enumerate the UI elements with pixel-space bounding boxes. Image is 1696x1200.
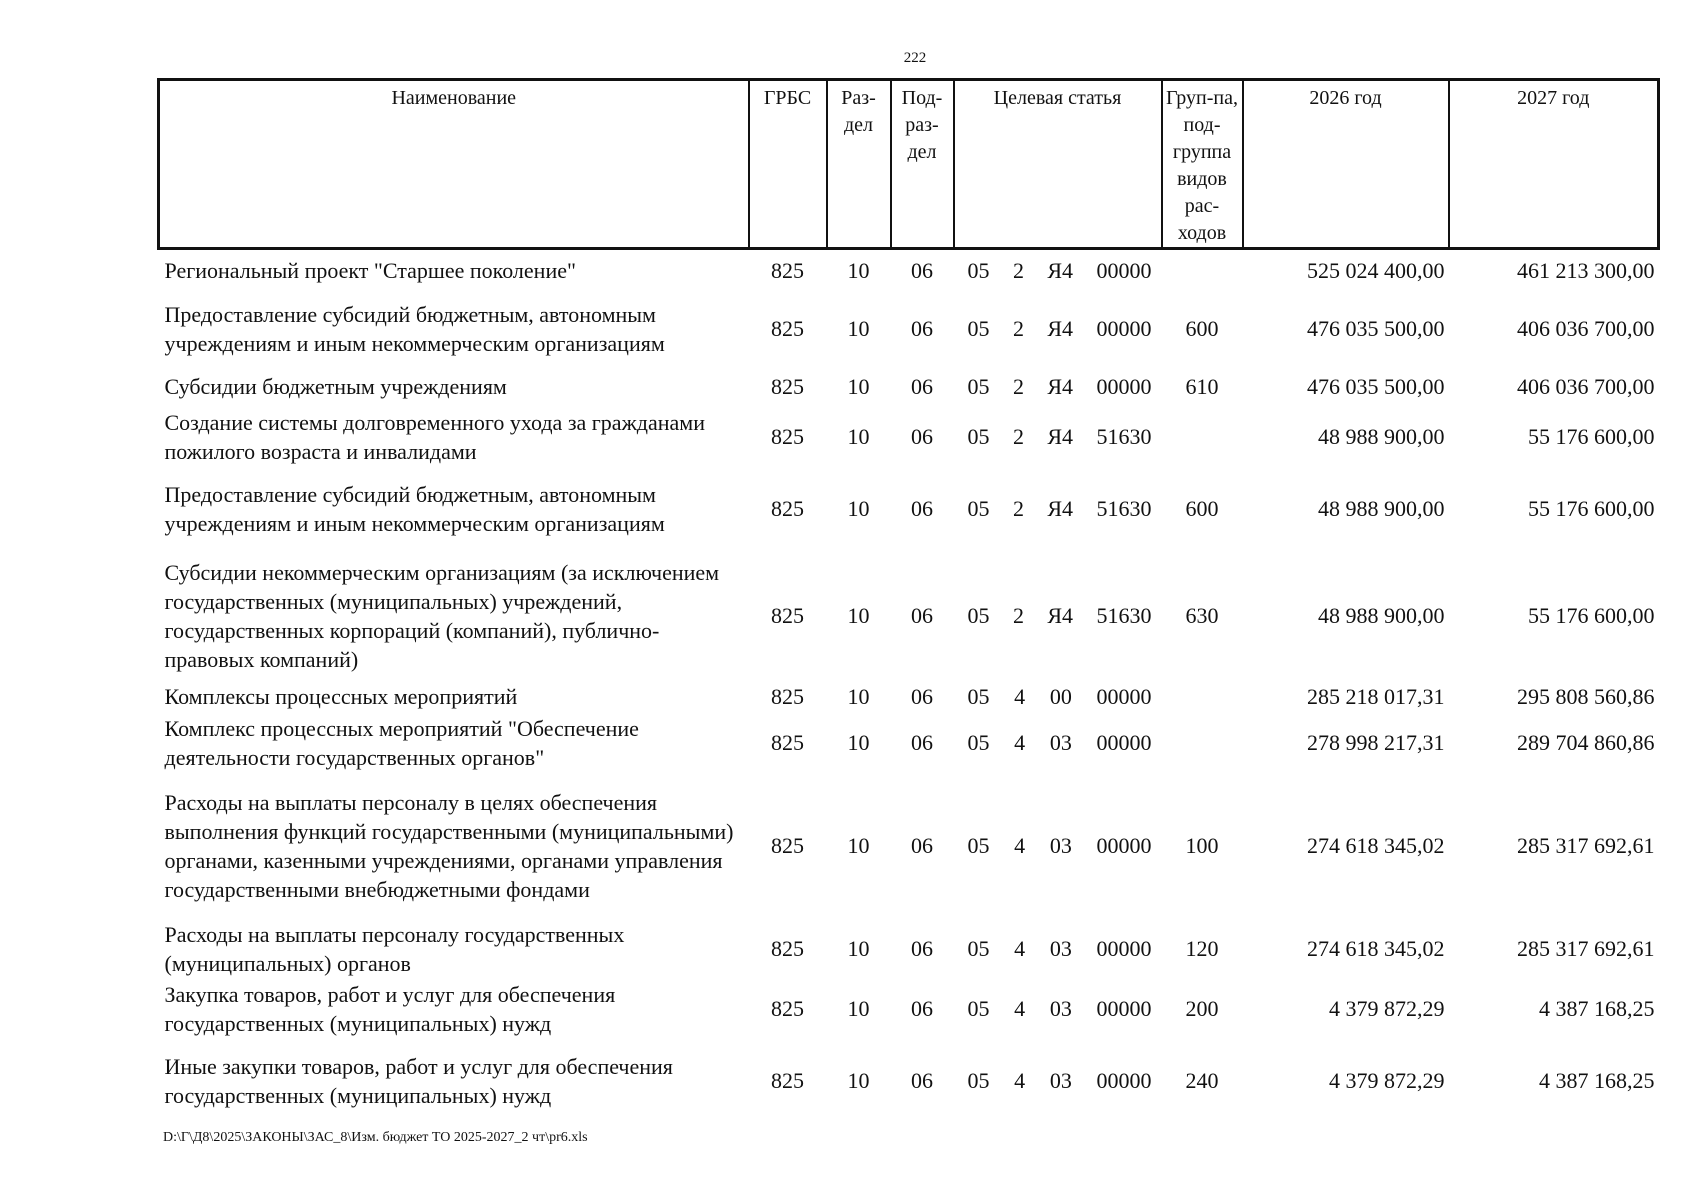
row-podrazdel: 06 <box>911 374 933 399</box>
cs-project: Я4 <box>1047 496 1074 521</box>
cs-program: 05 <box>967 424 990 449</box>
row-podrazdel: 06 <box>911 833 933 858</box>
cs-project: Я4 <box>1047 374 1074 399</box>
row-celevaya <box>954 1039 1162 1123</box>
table-row <box>159 551 1659 681</box>
row-gruppa: 200 <box>1185 996 1219 1021</box>
row-gruppa <box>1162 713 1243 773</box>
header-razdel: Раз-дел <box>827 80 891 249</box>
row-grbs: 825 <box>771 1068 804 1093</box>
cs-direction: 00000 <box>1096 316 1152 341</box>
cs-program: 05 <box>967 374 990 399</box>
row-gruppa: 600 <box>1185 316 1219 341</box>
row-razdel: 10 <box>847 316 870 341</box>
cs-program: 05 <box>967 1068 990 1093</box>
row-razdel: 10 <box>847 424 870 449</box>
row-2026: 4 379 872,29 <box>1329 996 1445 1021</box>
table-row <box>159 919 1659 979</box>
cs-type: 4 <box>1014 1068 1026 1093</box>
row-razdel: 10 <box>847 374 870 399</box>
row-podrazdel: 06 <box>911 424 933 449</box>
row-2026: 476 035 500,00 <box>1307 374 1445 399</box>
budget-table <box>157 78 1660 1123</box>
row-razdel: 10 <box>847 496 870 521</box>
cs-type: 2 <box>1012 316 1024 341</box>
row-gruppa: 600 <box>1185 496 1219 521</box>
table-row <box>159 681 1659 713</box>
row-name: Предоставление субсидий бюджетным, автономным учреждениям и иным некоммерческим организациям <box>164 301 665 356</box>
row-grbs: 825 <box>771 257 804 283</box>
row-2026: 274 618 345,02 <box>1307 833 1445 858</box>
cs-type: 4 <box>1014 684 1026 709</box>
row-name: Расходы на выплаты персоналу в целях обеспечения выполнения функций государственными (муниципальными) органами, казенными учреждениями, органами управления государственными внебюджетными фондами <box>164 789 734 902</box>
row-name: Закупка товаров, работ и услуг для обеспечения государственных (муниципальных) нужд <box>164 981 616 1036</box>
row-name: Субсидии некоммерческим организациям (за исключением государственных (муниципальных) учреждений, государственных корпораций (компаний), публично-правовых компаний) <box>164 559 720 672</box>
cs-project: Я4 <box>1047 424 1074 449</box>
row-name: Комплекс процессных мероприятий "Обеспечение деятельности государственных органов" <box>164 715 639 770</box>
cs-type: 2 <box>1012 257 1024 283</box>
row-2027: 289 704 860,86 <box>1517 730 1655 755</box>
table-row <box>159 367 1659 407</box>
row-razdel: 10 <box>847 936 870 961</box>
cs-program: 05 <box>967 316 990 341</box>
row-2027: 406 036 700,00 <box>1517 316 1655 341</box>
cs-direction: 00000 <box>1096 833 1152 858</box>
table-row <box>159 291 1659 367</box>
row-2026: 476 035 500,00 <box>1307 316 1445 341</box>
cs-direction: 00000 <box>1096 374 1152 399</box>
row-gruppa: 630 <box>1185 603 1219 628</box>
file-path-footer: D:\Г\Д8\2025\ЗАКОНЫ\ЗАС_8\Изм. бюджет ТО 2025-2027_2 чт\pr6.xls <box>163 1130 588 1145</box>
row-podrazdel: 06 <box>911 936 933 961</box>
row-grbs: 825 <box>771 730 804 755</box>
row-2027: 461 213 300,00 <box>1517 257 1655 283</box>
header-2027: 2027 год <box>1449 80 1659 249</box>
row-razdel: 10 <box>847 603 870 628</box>
row-razdel: 10 <box>847 833 870 858</box>
cs-direction: 00000 <box>1096 257 1152 283</box>
row-2026: 525 024 400,00 <box>1307 257 1445 283</box>
cs-type: 2 <box>1012 374 1024 399</box>
cs-type: 4 <box>1014 996 1026 1021</box>
cs-program: 05 <box>967 730 990 755</box>
row-podrazdel: 06 <box>911 316 933 341</box>
row-celevaya <box>954 407 1162 467</box>
row-grbs: 825 <box>771 684 804 709</box>
cs-project: 03 <box>1049 936 1072 961</box>
cs-project: 03 <box>1049 1068 1072 1093</box>
row-podrazdel: 06 <box>911 996 933 1021</box>
table-row <box>159 1039 1659 1123</box>
row-name: Создание системы долговременного ухода за гражданами пожилого возраста и инвалидами <box>164 409 705 464</box>
row-2027: 295 808 560,86 <box>1517 684 1655 709</box>
row-2027: 406 036 700,00 <box>1517 374 1655 399</box>
row-celevaya <box>954 979 1162 1039</box>
row-celevaya <box>954 291 1162 367</box>
header-name: Наименование <box>159 80 749 249</box>
row-gruppa: 120 <box>1185 936 1219 961</box>
header-2026: 2026 год <box>1243 80 1449 249</box>
row-gruppa: 240 <box>1185 1068 1219 1093</box>
row-grbs: 825 <box>771 936 804 961</box>
cs-direction: 51630 <box>1096 603 1152 628</box>
cs-project: 03 <box>1049 730 1072 755</box>
row-2027: 55 176 600,00 <box>1528 603 1655 628</box>
header-podrazdel: Под-раз-дел <box>891 80 954 249</box>
row-podrazdel: 06 <box>911 684 933 709</box>
cs-type: 2 <box>1012 496 1024 521</box>
row-celevaya <box>954 551 1162 681</box>
row-2026: 4 379 872,29 <box>1329 1068 1445 1093</box>
cs-type: 4 <box>1014 730 1026 755</box>
row-grbs: 825 <box>771 603 804 628</box>
row-razdel: 10 <box>847 257 870 283</box>
table-row <box>159 467 1659 551</box>
cs-project: Я4 <box>1047 603 1074 628</box>
cs-program: 05 <box>967 936 990 961</box>
cs-program: 05 <box>967 257 990 283</box>
row-podrazdel: 06 <box>911 257 933 283</box>
row-podrazdel: 06 <box>911 1068 933 1093</box>
cs-direction: 00000 <box>1096 1068 1152 1093</box>
row-podrazdel: 06 <box>911 496 933 521</box>
row-2026: 274 618 345,02 <box>1307 936 1445 961</box>
row-celevaya <box>954 681 1162 713</box>
table-row <box>159 773 1659 919</box>
row-2026: 48 988 900,00 <box>1318 424 1445 449</box>
row-podrazdel: 06 <box>911 603 933 628</box>
budget-table-wrapper <box>157 78 1657 1123</box>
cs-direction: 51630 <box>1096 496 1152 521</box>
row-grbs: 825 <box>771 833 804 858</box>
row-grbs: 825 <box>771 374 804 399</box>
row-2027: 4 387 168,25 <box>1539 1068 1655 1093</box>
table-row <box>159 249 1659 291</box>
row-name: Предоставление субсидий бюджетным, автономным учреждениям и иным некоммерческим организациям <box>164 481 665 536</box>
header-gruppa: Груп-па, под-группа видов рас-ходов <box>1162 80 1243 249</box>
row-celevaya <box>954 919 1162 979</box>
cs-direction: 00000 <box>1096 730 1152 755</box>
cs-type: 4 <box>1014 936 1026 961</box>
row-2026: 48 988 900,00 <box>1318 496 1445 521</box>
cs-project: 03 <box>1049 833 1072 858</box>
row-grbs: 825 <box>771 996 804 1021</box>
row-name: Комплексы процессных мероприятий <box>164 684 518 709</box>
row-2027: 55 176 600,00 <box>1528 496 1655 521</box>
row-razdel: 10 <box>847 730 870 755</box>
row-razdel: 10 <box>847 1068 870 1093</box>
row-grbs: 825 <box>771 316 804 341</box>
row-celevaya <box>954 773 1162 919</box>
row-gruppa <box>1162 249 1243 291</box>
row-2027: 285 317 692,61 <box>1517 936 1655 961</box>
table-row <box>159 407 1659 467</box>
cs-program: 05 <box>967 996 990 1021</box>
row-podrazdel: 06 <box>911 730 933 755</box>
cs-project: 03 <box>1049 996 1072 1021</box>
row-celevaya <box>954 249 1162 291</box>
cs-type: 2 <box>1012 603 1024 628</box>
row-2027: 285 317 692,61 <box>1517 833 1655 858</box>
table-header <box>159 80 1659 249</box>
row-name: Региональный проект "Старшее поколение" <box>164 257 576 283</box>
cs-program: 05 <box>967 833 990 858</box>
table-row <box>159 979 1659 1039</box>
page-number: 222 <box>903 50 927 66</box>
row-razdel: 10 <box>847 996 870 1021</box>
table-body <box>159 249 1659 1123</box>
cs-project: Я4 <box>1047 257 1074 283</box>
row-gruppa: 610 <box>1185 374 1219 399</box>
cs-project: 00 <box>1049 684 1072 709</box>
cs-program: 05 <box>967 496 990 521</box>
table-row <box>159 713 1659 773</box>
cs-direction: 00000 <box>1096 936 1152 961</box>
header-grbs: ГРБС <box>749 80 827 249</box>
cs-program: 05 <box>967 684 990 709</box>
row-razdel: 10 <box>847 684 870 709</box>
row-name: Субсидии бюджетным учреждениям <box>164 374 507 399</box>
row-celevaya <box>954 367 1162 407</box>
row-gruppa: 100 <box>1185 833 1219 858</box>
cs-type: 2 <box>1012 424 1024 449</box>
cs-type: 4 <box>1014 833 1026 858</box>
row-name: Иные закупки товаров, работ и услуг для обеспечения государственных (муниципальных) нужд <box>164 1053 673 1108</box>
cs-direction: 51630 <box>1096 424 1152 449</box>
row-2026: 285 218 017,31 <box>1307 684 1445 709</box>
row-2027: 4 387 168,25 <box>1539 996 1655 1021</box>
row-gruppa <box>1162 681 1243 713</box>
row-name: Расходы на выплаты персоналу государственных (муниципальных) органов <box>164 921 625 976</box>
row-2026: 48 988 900,00 <box>1318 603 1445 628</box>
cs-project: Я4 <box>1047 316 1074 341</box>
row-2027: 55 176 600,00 <box>1528 424 1655 449</box>
cs-program: 05 <box>967 603 990 628</box>
row-2026: 278 998 217,31 <box>1307 730 1445 755</box>
header-celevaya: Целевая статья <box>954 80 1162 249</box>
cs-direction: 00000 <box>1096 996 1152 1021</box>
row-grbs: 825 <box>771 496 804 521</box>
cs-direction: 00000 <box>1096 684 1152 709</box>
row-celevaya <box>954 467 1162 551</box>
row-celevaya <box>954 713 1162 773</box>
row-gruppa <box>1162 407 1243 467</box>
row-grbs: 825 <box>771 424 804 449</box>
